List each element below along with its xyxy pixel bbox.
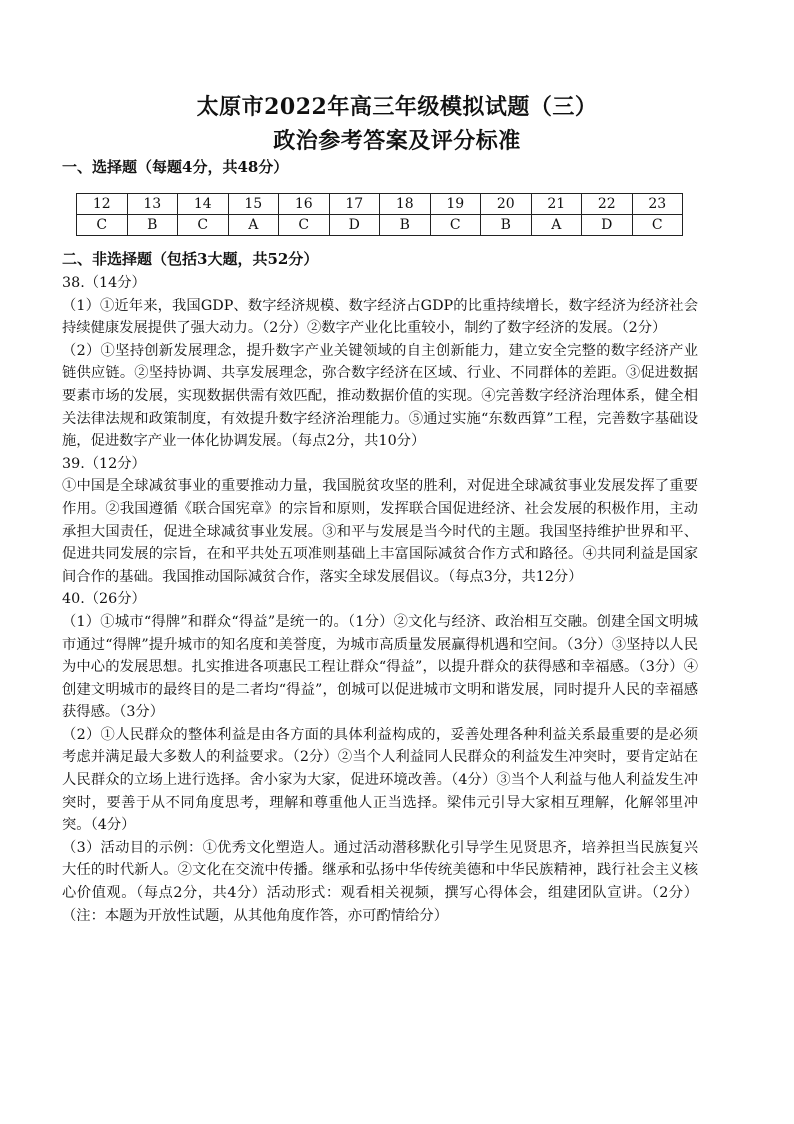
answer-table-number-row	[77, 194, 683, 215]
question-number-cell: 16	[279, 194, 330, 215]
answer-cell: C	[178, 215, 229, 236]
answer-cell: B	[481, 215, 532, 236]
answer-table-answer-row	[77, 215, 683, 236]
question-38-part-1: （1）①近年来，我国GDP、数字经济规模、数字经济占GDP的比重持续增长，数字经济为经济社会持续健康发展提供了强大动力。（2分）②数字产业化比重较小，制约了数字经济的发展。（2分）	[62, 297, 698, 337]
answer-cell: C	[632, 215, 683, 236]
question-number-cell: 19	[430, 194, 481, 215]
question-38-header: 38.（14分）	[62, 275, 146, 291]
answer-cell: D	[582, 215, 633, 236]
answer-cell: C	[279, 215, 330, 236]
answer-cell: A	[228, 215, 279, 236]
question-40-part-3: （3）活动目的示例：①优秀文化塑造人。通过活动潜移默化引导学生见贤思齐，培养担当民族复兴大任的时代新人。②文化在交流中传播。继承和弘扬中华传统美德和中华民族精神，践行社会主义核心价值观。（每点2分，共4分）活动形式：观看相关视频，撰写心得体会，组建团队宣讲。（2分）（注：本题为开放性试题，从其他角度作答，亦可酌情给分）	[62, 839, 698, 924]
section-heading-choice: 一、选择题（每题4分，共48分）	[62, 158, 289, 176]
answer-cell: A	[531, 215, 582, 236]
question-number-cell: 23	[632, 194, 683, 215]
answer-cell: C	[430, 215, 481, 236]
question-40-part-1: （1）①城市“得牌”和群众“得益”是统一的。（1分）②文化与经济、政治相互交融。创建全国文明城市通过“得牌”提升城市的知名度和美誉度，为城市高质量发展赢得机遇和空间。（3分）③坚持以人民为中心的发展思想。扎实推进各项惠民工程让群众“得益”，以提升群众的获得感和幸福感。（3分）④创建文明城市的最终目的是二者均“得益”，创城可以促进城市文明和谐发展，同时提升人民的幸福感获得感。（3分）	[62, 613, 698, 721]
document-title: 太原市2022年高三年级模拟试题（三）	[196, 94, 598, 120]
answer-cell: B	[380, 215, 431, 236]
question-number-cell: 20	[481, 194, 532, 215]
question-number-cell: 14	[178, 194, 229, 215]
answer-cell: B	[127, 215, 178, 236]
question-number-cell: 21	[531, 194, 582, 215]
question-38-part-2: （2）①坚持创新发展理念，提升数字产业关键领域的自主创新能力，建立安全完整的数字经济产业链供应链。②坚持协调、共享发展理念，弥合数字经济在区域、行业、不同群体的差距。③促进数据要素市场的发展，实现数据供需有效匹配，推动数据价值的实现。④完善数字经济治理体系，健全相关法律法规和政策制度，有效提升数字经济治理能力。⑤通过实施“东数西算”工程，完善数字基础设施，促进数字产业一体化协调发展。（每点2分，共10分）	[62, 342, 698, 450]
answer-cell: C	[77, 215, 128, 236]
question-40-part-2: （2）①人民群众的整体利益是由各方面的具体利益构成的，妥善处理各种利益关系最重要的是必须考虑并满足最大多数人的利益要求。（2分）②当个人利益同人民群众的利益发生冲突时，要肯定站在人民群众的立场上进行选择。舍小家为大家，促进环境改善。（4分）③当个人利益与他人利益发生冲突时，要善于从不同角度思考，理解和尊重他人正当选择。梁伟元引导大家相互理解，化解邻里冲突。（4分）	[62, 726, 698, 834]
question-number-cell: 22	[582, 194, 633, 215]
question-39-header: 39.（12分）	[62, 455, 146, 472]
question-40-header: 40.（26分）	[62, 591, 146, 608]
question-number-cell: 17	[329, 194, 380, 215]
answer-table	[76, 193, 683, 236]
question-number-cell: 18	[380, 194, 431, 215]
question-number-cell: 12	[77, 194, 128, 215]
question-number-cell: 15	[228, 194, 279, 215]
question-39-answer: ①中国是全球减贫事业的重要推动力量，我国脱贫攻坚的胜利，对促进全球减贫事业发展发挥了重要作用。②我国遵循《联合国宪章》的宗旨和原则，发挥联合国促进经济、社会发展的积极作用，主动承担大国责任，促进全球减贫事业发展。③和平与发展是当今时代的主题。我国坚持维护世界和平、促进共同发展的宗旨，在和平共处五项准则基础上丰富国际减贫合作方式和路径。④共同利益是国家间合作的基础。我国推动国际减贫合作，落实全球发展倡议。（每点3分，共12分）	[62, 478, 698, 585]
question-number-cell: 13	[127, 194, 178, 215]
answer-body	[62, 272, 698, 927]
section-heading-nonchoice: 二、非选择题（包括3大题，共52分）	[62, 250, 319, 268]
answer-cell: D	[329, 215, 380, 236]
document-subtitle: 政治参考答案及评分标准	[273, 128, 521, 154]
